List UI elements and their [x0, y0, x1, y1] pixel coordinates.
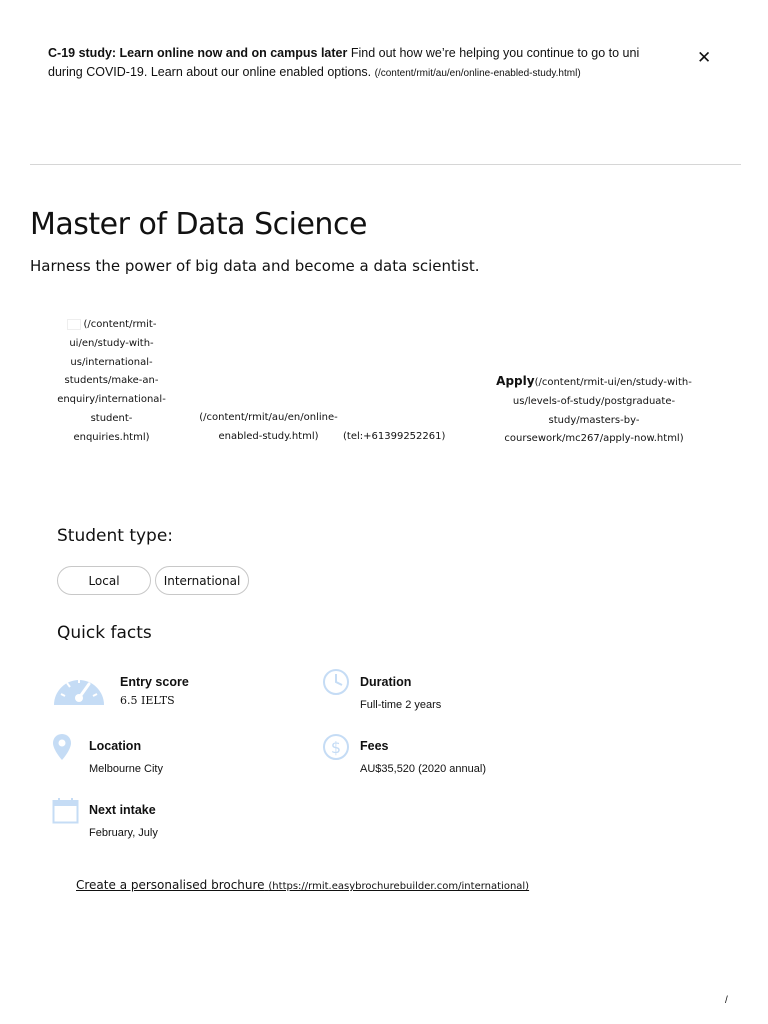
student-type-international-button[interactable]: International: [155, 566, 249, 595]
svg-text:$: $: [330, 738, 342, 757]
quick-facts-title: Quick facts: [57, 623, 152, 643]
enquiry-link[interactable]: [55, 316, 168, 448]
student-type-label: Student type:: [57, 526, 174, 546]
fees-value: AU$35,520 (2020 annual): [360, 763, 486, 775]
clock-icon: [322, 668, 350, 696]
online-study-link-text: (/content/rmit/au/en/online-enabled-study.html): [199, 412, 338, 442]
next-intake-value: February, July: [89, 827, 158, 839]
brochure-label: Create a personalised brochure: [76, 878, 265, 892]
location-label: Location: [89, 739, 142, 753]
covid-banner: [48, 44, 668, 83]
location-value: Melbourne City: [89, 763, 163, 775]
phone-link-text: (tel:+61399252261): [343, 431, 446, 442]
mail-icon: [67, 319, 81, 330]
gauge-icon: [52, 669, 106, 707]
page-subtitle: Harness the power of big data and become a data scientist.: [30, 257, 480, 275]
divider: [30, 164, 741, 165]
fees-label: Fees: [360, 739, 389, 753]
calendar-icon: [52, 797, 79, 824]
apply-link-text: (/content/rmit-ui/en/study-with-us/levels-of-study/postgraduate-study/masters-by-coursework/mc267/apply-now.html): [504, 377, 692, 445]
next-intake-label: Next intake: [89, 803, 156, 817]
page-mark: /: [725, 995, 728, 1006]
student-type-local-button[interactable]: Local: [57, 566, 151, 595]
apply-label: Apply: [496, 374, 535, 388]
create-brochure-link[interactable]: [76, 878, 529, 892]
entry-score-value: 6.5 IELTS: [120, 694, 175, 707]
apply-link[interactable]: [494, 372, 694, 449]
location-pin-icon: [52, 733, 72, 761]
brochure-url: (https://rmit.easybrochurebuilder.com/international): [268, 881, 530, 892]
duration-value: Full-time 2 years: [360, 699, 442, 711]
online-study-link[interactable]: [196, 409, 341, 447]
duration-label: Duration: [360, 675, 412, 689]
phone-link[interactable]: [343, 428, 446, 447]
page-title: Master of Data Science: [30, 207, 367, 242]
entry-score-label: Entry score: [120, 675, 189, 689]
banner-text: Find out how we’re helping you continue to go to uni during COVID-19. Learn about our online enabled options.: [48, 46, 640, 79]
close-icon[interactable]: ✕: [697, 48, 712, 67]
banner-link[interactable]: (/content/rmit/au/en/online-enabled-study.html): [374, 68, 581, 79]
dollar-icon: [322, 733, 350, 761]
banner-headline: C-19 study: Learn online now and on campus later: [48, 46, 348, 60]
enquiry-link-text: (/content/rmit-ui/en/study-with-us/international-students/make-an-enquiry/international-student-enquiries.html): [57, 319, 166, 443]
